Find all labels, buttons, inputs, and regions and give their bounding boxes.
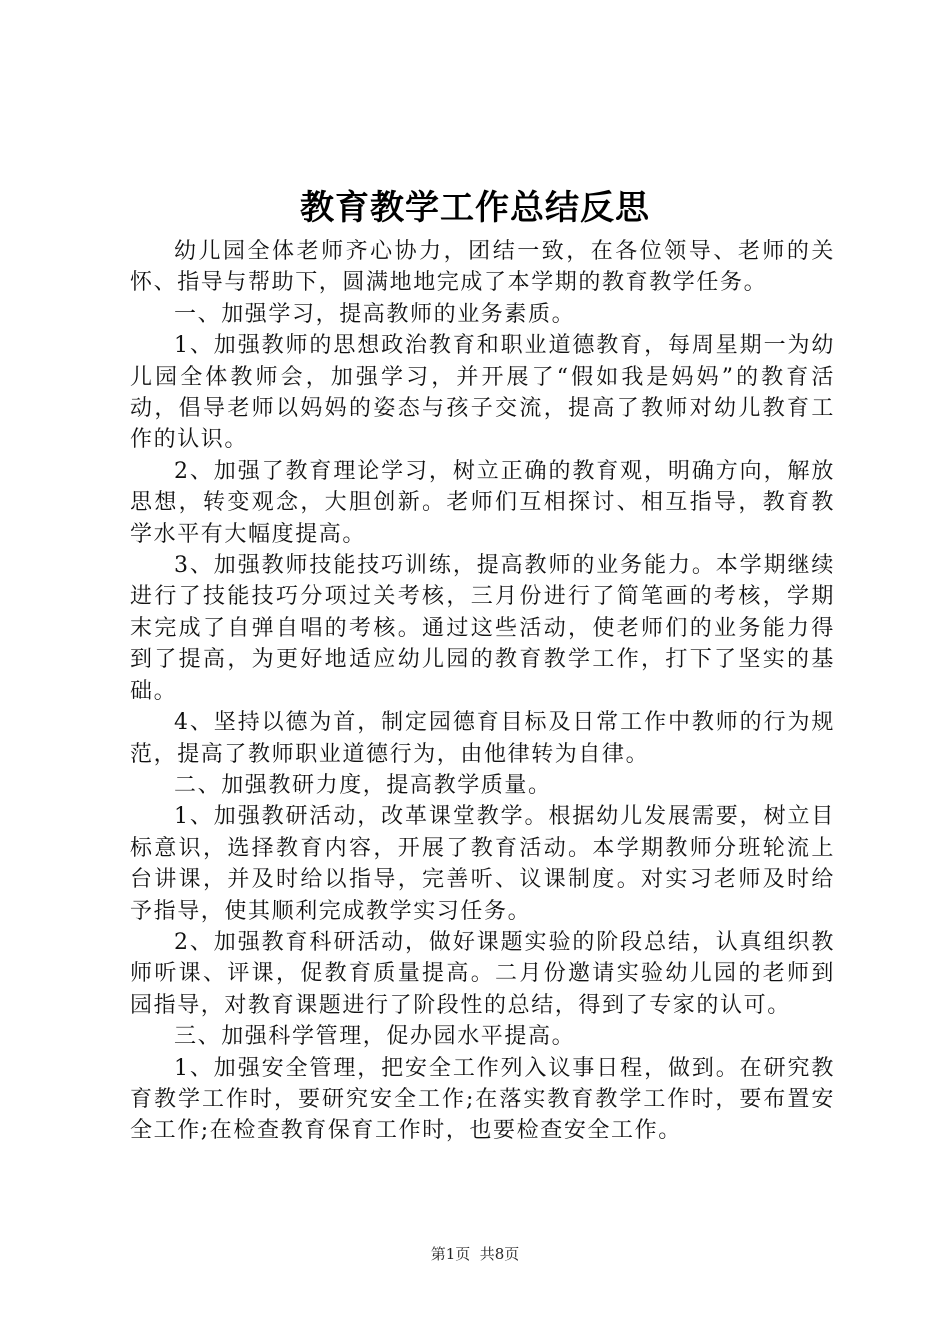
- section-heading: 一、加强学习，提高教师的业务素质。: [174, 301, 576, 327]
- paragraph: 幼儿园全体老师齐心协力，团结一致，在各位领导、老师的关怀、指导与帮助下，圆满地地完成了本学期的教育教学任务。: [130, 239, 835, 296]
- paragraph: 1、加强安全管理，把安全工作列入议事日程，做到。在研究教育教学工作时，要研究安全工作;在落实教育教学工作时，要布置安全工作;在检查教育保育工作时，也要检查安全工作。: [130, 1055, 835, 1144]
- page-number: 第1页 共8页: [430, 1245, 520, 1263]
- section-heading: 二、加强教研力度，提高教学质量。: [174, 772, 552, 798]
- document-body: [130, 236, 835, 1147]
- paragraph: 3、加强教师技能技巧训练，提高教师的业务能力。本学期继续进行了技能技巧分项过关考核，三月份进行了简笔画的考核，学期末完成了自弹自唱的考核。通过这些活动，使老师们的业务能力得到了提高，为更好地适应幼儿园的教育教学工作，打下了坚实的基础。: [130, 553, 835, 704]
- paragraph: 4、坚持以德为首，制定园德育目标及日常工作中教师的行为规范，提高了教师职业道德行为，由他律转为自律。: [130, 710, 835, 767]
- paragraph: 2、加强教育科研活动，做好课题实验的阶段总结，认真组织教师听课、评课，促教育质量提高。二月份邀请实验幼儿园的老师到园指导，对教育课题进行了阶段性的总结，得到了专家的认可。: [130, 929, 835, 1018]
- document-title: 教育教学工作总结反思: [300, 188, 650, 228]
- paragraph: 1、加强教研活动，改革课堂教学。根据幼儿发展需要，树立目标意识，选择教育内容，开展了教育活动。本学期教师分班轮流上台讲课，并及时给以指导，完善听、议课制度。对实习老师及时给予指导，使其顺利完成教学实习任务。: [130, 804, 835, 924]
- paragraph: 2、加强了教育理论学习，树立正确的教育观，明确方向，解放思想，转变观念，大胆创新。老师们互相探讨、相互指导，教育教学水平有大幅度提高。: [130, 458, 835, 547]
- page-footer: [0, 1243, 950, 1264]
- section-heading: 三、加强科学管理，促办园水平提高。: [174, 1024, 576, 1050]
- paragraph: 1、加强教师的思想政治教育和职业道德教育，每周星期一为幼儿园全体教师会，加强学习，并开展了“假如我是妈妈”的教育活动，倡导老师以妈妈的姿态与孩子交流，提高了教师对幼儿教育工作的认识。: [130, 333, 835, 453]
